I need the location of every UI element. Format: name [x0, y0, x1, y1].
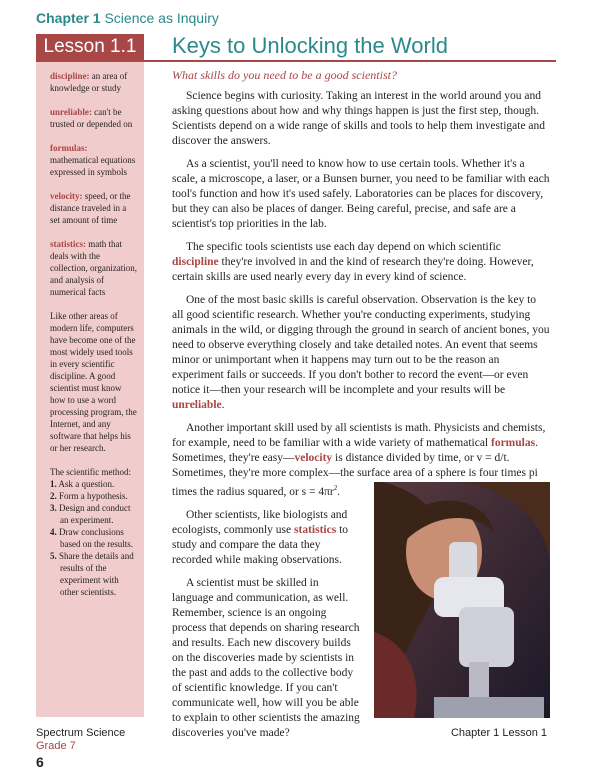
method-title: The scientific method: — [50, 467, 131, 477]
paragraph — [172, 293, 550, 413]
method-steps — [50, 478, 138, 598]
method-step — [50, 502, 138, 526]
page-number: 6 — [36, 754, 44, 770]
text-run: One of the most basic skills is careful observation. Observation is the key to all good scientific research. Whether you're conducting experiments, studying animals in the wild, or digging through the ground in search of ancient bones, you need to observe everything closely and take detailed notes. An event that seems minor or unimportant when it happens may turn out to be the reason an experiment fails or succeeds. If you don't bother to record the event—or even notice it—then your research will be incomplete and your results will be — [172, 294, 550, 396]
text-run: to study and compare the data they recorded while making observations. — [172, 523, 349, 566]
step-number: 5. — [50, 551, 57, 561]
text-run: . Sometimes, they're easy— — [172, 437, 538, 464]
step-text: Form a hypothesis. — [59, 491, 128, 501]
lesson-title: Keys to Unlocking the World — [172, 33, 448, 58]
glossary-term: discipline: — [50, 71, 90, 81]
glossary-entry — [50, 238, 138, 298]
footer-left — [36, 727, 125, 771]
glossary-definition: can't be trusted or depended on — [50, 107, 133, 129]
step-number: 1. — [50, 479, 57, 489]
sidebar — [36, 62, 144, 717]
glossary-entry — [50, 142, 138, 178]
method-step — [50, 490, 138, 502]
step-number: 4. — [50, 527, 57, 537]
step-number: 3. — [50, 503, 57, 513]
paragraph — [172, 240, 550, 285]
keyword: statistics — [294, 523, 337, 536]
chapter-header — [36, 10, 219, 26]
method-step — [50, 526, 138, 550]
glossary-term: velocity: — [50, 191, 83, 201]
glossary-term: statistics: — [50, 239, 86, 249]
text-run: The specific tools scientists use each day depend on which scientific — [186, 241, 501, 253]
lesson-label: Lesson 1.1 — [36, 34, 144, 60]
glossary-entry — [50, 70, 138, 94]
glossary-definition: speed, or the distance traveled in a set amount of time — [50, 191, 131, 225]
paragraph: A scientist must be skilled in language and communication, as well. Remember, science is an ongoing process that depends on sharing research and results. Each new discovery builds on the discoveries made by scientists in the past and adds to the collective body of scientific knowledge. If you can't communicate well, how will you be able to explain to other scientists the amazing discoveries you've made? — [172, 576, 360, 739]
paragraph — [172, 508, 362, 568]
keyword: discipline — [172, 256, 219, 268]
series-name: Spectrum Science — [36, 727, 126, 739]
keyword: velocity — [294, 452, 333, 464]
step-text: Ask a question. — [58, 479, 115, 489]
paragraph: As a scientist, you'll need to know how to use certain tools. Whether it's a scale, a microscope, a laser, or a Bunsen burner, you need to be familiar with each tool's function and how it's used safely. Laboratories can be places for discovery, but they can also be places of danger. Being careful, precise, and safe are a scientist's top priorities in the lab. — [172, 158, 550, 230]
keyword: formulas — [491, 437, 536, 449]
step-text: Design and conduct an experiment. — [59, 503, 131, 525]
scientist-microscope-photo — [374, 482, 550, 718]
method-step — [50, 550, 138, 598]
glossary-definition: mathematical equations expressed in symbols — [50, 155, 136, 177]
footer-lesson-ref: Chapter 1 Lesson 1 — [450, 727, 547, 739]
method-step — [50, 478, 138, 490]
sidebar-note: Like other areas of modern life, computers have become one of the most widely used tools in every scientific discipline. A good scientist must know how to use a word processing program, the Internet, and any software that helps his or her research. — [50, 311, 137, 453]
lesson-question: What skills do you need to be a good scientist? — [172, 68, 397, 82]
text-run: is distance divided by time, or v = d/t. Sometimes, they're more complex—the surface area of a sphere is four times pi times the radius squared, or s = 4πr — [172, 452, 538, 498]
glossary-definition: math that deals with the collection, organization, and analysis of numerical facts — [50, 239, 138, 297]
glossary-term: unreliable: — [50, 107, 92, 117]
step-text: Share the details and results of the experiment with other scientists. — [59, 551, 134, 597]
glossary-entry — [50, 106, 138, 130]
grade-level: Grade 7 — [36, 740, 76, 752]
glossary-entry — [50, 190, 138, 226]
chapter-label: Chapter 1 — [36, 10, 101, 26]
text-run: . — [221, 399, 225, 411]
keyword: unreliable — [172, 399, 222, 411]
superscript: 2 — [333, 484, 338, 492]
step-number: 2. — [50, 491, 57, 501]
step-text: Draw conclusions based on the results. — [59, 527, 133, 549]
text-run: they're involved in and the kind of research they're doing. However, certain skills are used nearly every day in every kind of science. — [172, 256, 534, 283]
photo-illustration — [374, 482, 550, 718]
text-run: . — [337, 485, 341, 498]
paragraph: Science begins with curiosity. Taking an interest in the world around you and asking questions about how and why things happen is just the first step, though. Scientists depend on a wide range of skills and tools to help them investigate and discover the answers. — [172, 90, 546, 147]
glossary-definition: an area of knowledge or study — [50, 71, 128, 93]
chapter-title: Science as Inquiry — [104, 10, 219, 26]
text-run: Other scientists, like biologists and ecologists, commonly use — [172, 508, 348, 536]
text-run: Another important skill used by all scientists is math. Physicists and chemists, for example, need to be familiar with a wide variety of mathematical — [172, 422, 546, 449]
glossary-term: formulas: — [50, 143, 88, 153]
